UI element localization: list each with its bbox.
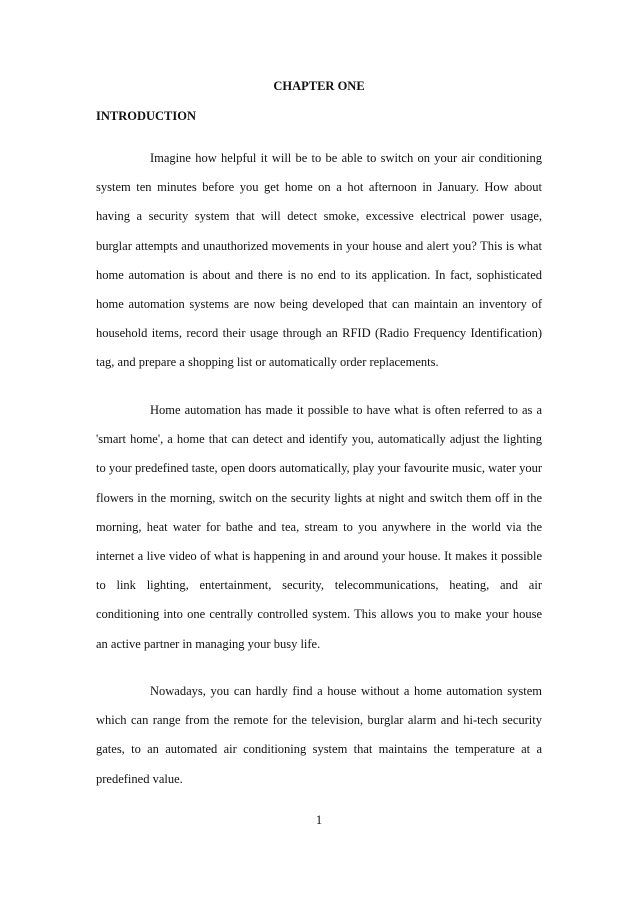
body-paragraph: Home automation has made it possible to have what is often referred to as a 'smart home', a home that can detect and identify you, automatically adjust the lighting to your predefined taste, open doors automatically, play your favourite music, water your flowers in the morning, switch on the security lights at night and switch them off in the morning, heat water for bathe and tea, stream to you anywhere in the world via the internet a live video of what is happening in and around your house. It makes it possible to link lighting, entertainment, security, telecommunications, heating, and air conditioning into one centrally controlled system. This allows you to make your house an active partner in managing your busy life. bbox=[96, 403, 542, 651]
body-paragraph: Imagine how helpful it will be to be able to switch on your air conditioning system ten minutes before you get home on a hot afternoon in January. How about having a security system that will detect smoke, excessive electrical power usage, burglar attempts and unauthorized movements in your house and alert you? This is what home automation is about and there is no end to its application. In fact, sophisticated home automation systems are now being developed that can maintain an inventory of household items, record their usage through an RFID (Radio Frequency Identification) tag, and prepare a shopping list or automatically order replacements. bbox=[96, 151, 542, 370]
page-number: 1 bbox=[315, 813, 323, 827]
body-paragraph: Nowadays, you can hardly find a house without a home automation system which can range from the remote for the television, burglar alarm and hi-tech security gates, to an automated air conditioning system that maintains the temperature at a predefined value. bbox=[96, 684, 542, 786]
chapter-title: CHAPTER ONE bbox=[273, 79, 365, 93]
section-heading: INTRODUCTION bbox=[96, 109, 197, 123]
